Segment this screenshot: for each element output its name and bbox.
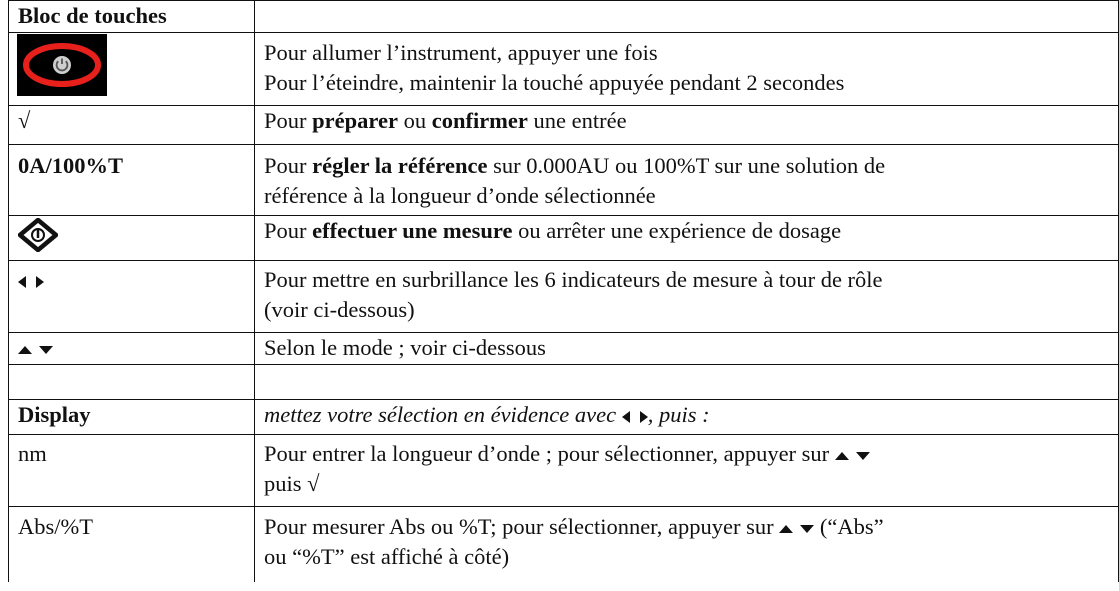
- key-cell: 0A/100%T: [9, 145, 255, 216]
- left-arrow-icon: [18, 276, 26, 288]
- table-row: [9, 33, 1119, 106]
- key-cell: [9, 106, 255, 145]
- desc-text: (“Abs”: [814, 514, 884, 539]
- table-row: [9, 400, 1119, 435]
- right-arrow-icon: [36, 276, 44, 288]
- desc-line: [264, 439, 1118, 469]
- key-cell: nm: [9, 435, 255, 507]
- desc-cell: [255, 400, 1119, 435]
- key-cell: [9, 333, 255, 365]
- desc-line: Pour mettre en surbrillance les 6 indicateurs de mesure à tour de rôle: [264, 267, 883, 292]
- table-row: [9, 106, 1119, 145]
- table-row: [9, 507, 1119, 582]
- key-cell: Abs/%T: [9, 507, 255, 582]
- left-right-arrows-icon: [622, 400, 648, 430]
- checkmark-key-label: √: [18, 108, 31, 133]
- desc-text: Pour: [264, 218, 313, 243]
- measure-key-icon: [18, 218, 58, 260]
- desc-text: Pour: [264, 108, 313, 133]
- header-key-cell: Bloc de touches: [9, 1, 255, 33]
- up-down-arrows-icon: [835, 439, 870, 469]
- desc-line: (voir ci-dessous): [264, 297, 415, 322]
- table-header-row: [9, 1, 1119, 33]
- up-arrow-icon: [835, 452, 849, 460]
- desc-line: [264, 512, 1118, 542]
- desc-cell: [255, 216, 1119, 261]
- desc-cell: [255, 507, 1119, 582]
- table-row: [9, 145, 1119, 216]
- key-cell: [9, 365, 255, 400]
- desc-cell: Selon le mode ; voir ci-dessous: [255, 333, 1119, 365]
- left-right-arrows-icon: [18, 265, 44, 295]
- key-cell: [9, 261, 255, 333]
- desc-text: mettez votre sélection en évidence avec: [264, 402, 622, 427]
- up-arrow-icon: [779, 525, 793, 533]
- desc-text: Pour entrer la longueur d’onde ; pour sélectionner, appuyer sur: [264, 441, 835, 466]
- desc-cell: [255, 106, 1119, 145]
- desc-cell: [255, 435, 1119, 507]
- desc-cell: [255, 365, 1119, 400]
- up-down-arrows-icon: [18, 333, 53, 363]
- desc-text: ou: [397, 108, 432, 133]
- down-arrow-icon: [39, 346, 53, 354]
- down-arrow-icon: [856, 452, 870, 460]
- desc-bold: confirmer: [431, 108, 528, 133]
- header-desc-cell: [255, 1, 1119, 33]
- desc-bold: régler la référence: [312, 153, 488, 178]
- desc-line: puis √: [264, 471, 320, 496]
- power-button-icon: [17, 34, 107, 96]
- desc-text: , puis :: [647, 402, 710, 427]
- left-arrow-icon: [622, 411, 630, 423]
- desc-line: [264, 151, 1118, 181]
- key-cell: [9, 33, 255, 106]
- desc-cell: [255, 33, 1119, 106]
- up-arrow-icon: [18, 346, 32, 354]
- table-row: [9, 333, 1119, 365]
- desc-text: Pour: [264, 153, 313, 178]
- table-row: [9, 216, 1119, 261]
- table-row: [9, 435, 1119, 507]
- desc-text: Pour mesurer Abs ou %T; pour sélectionner, appuyer sur: [264, 514, 780, 539]
- desc-bold: effectuer une mesure: [312, 218, 513, 243]
- desc-line: Pour allumer l’instrument, appuyer une fois: [264, 40, 658, 65]
- desc-text: sur 0.000AU ou 100%T sur une solution de: [487, 153, 886, 178]
- desc-line: référence à la longueur d’onde sélectionnée: [264, 183, 656, 208]
- desc-text: une entrée: [527, 108, 627, 133]
- desc-text: ou arrêter une expérience de dosage: [512, 218, 842, 243]
- up-down-arrows-icon: [779, 512, 814, 542]
- key-cell: Display: [9, 400, 255, 435]
- desc-cell: [255, 145, 1119, 216]
- desc-line: ou “%T” est affiché à côté): [264, 544, 510, 569]
- key-table: [8, 0, 1119, 582]
- desc-bold: préparer: [312, 108, 398, 133]
- key-cell: [9, 216, 255, 261]
- table-row: [9, 261, 1119, 333]
- desc-cell: [255, 261, 1119, 333]
- desc-line: Pour l’éteindre, maintenir la touché appuyée pendant 2 secondes: [264, 70, 845, 95]
- table-row-empty: [9, 365, 1119, 400]
- down-arrow-icon: [800, 525, 814, 533]
- right-arrow-icon: [640, 411, 648, 423]
